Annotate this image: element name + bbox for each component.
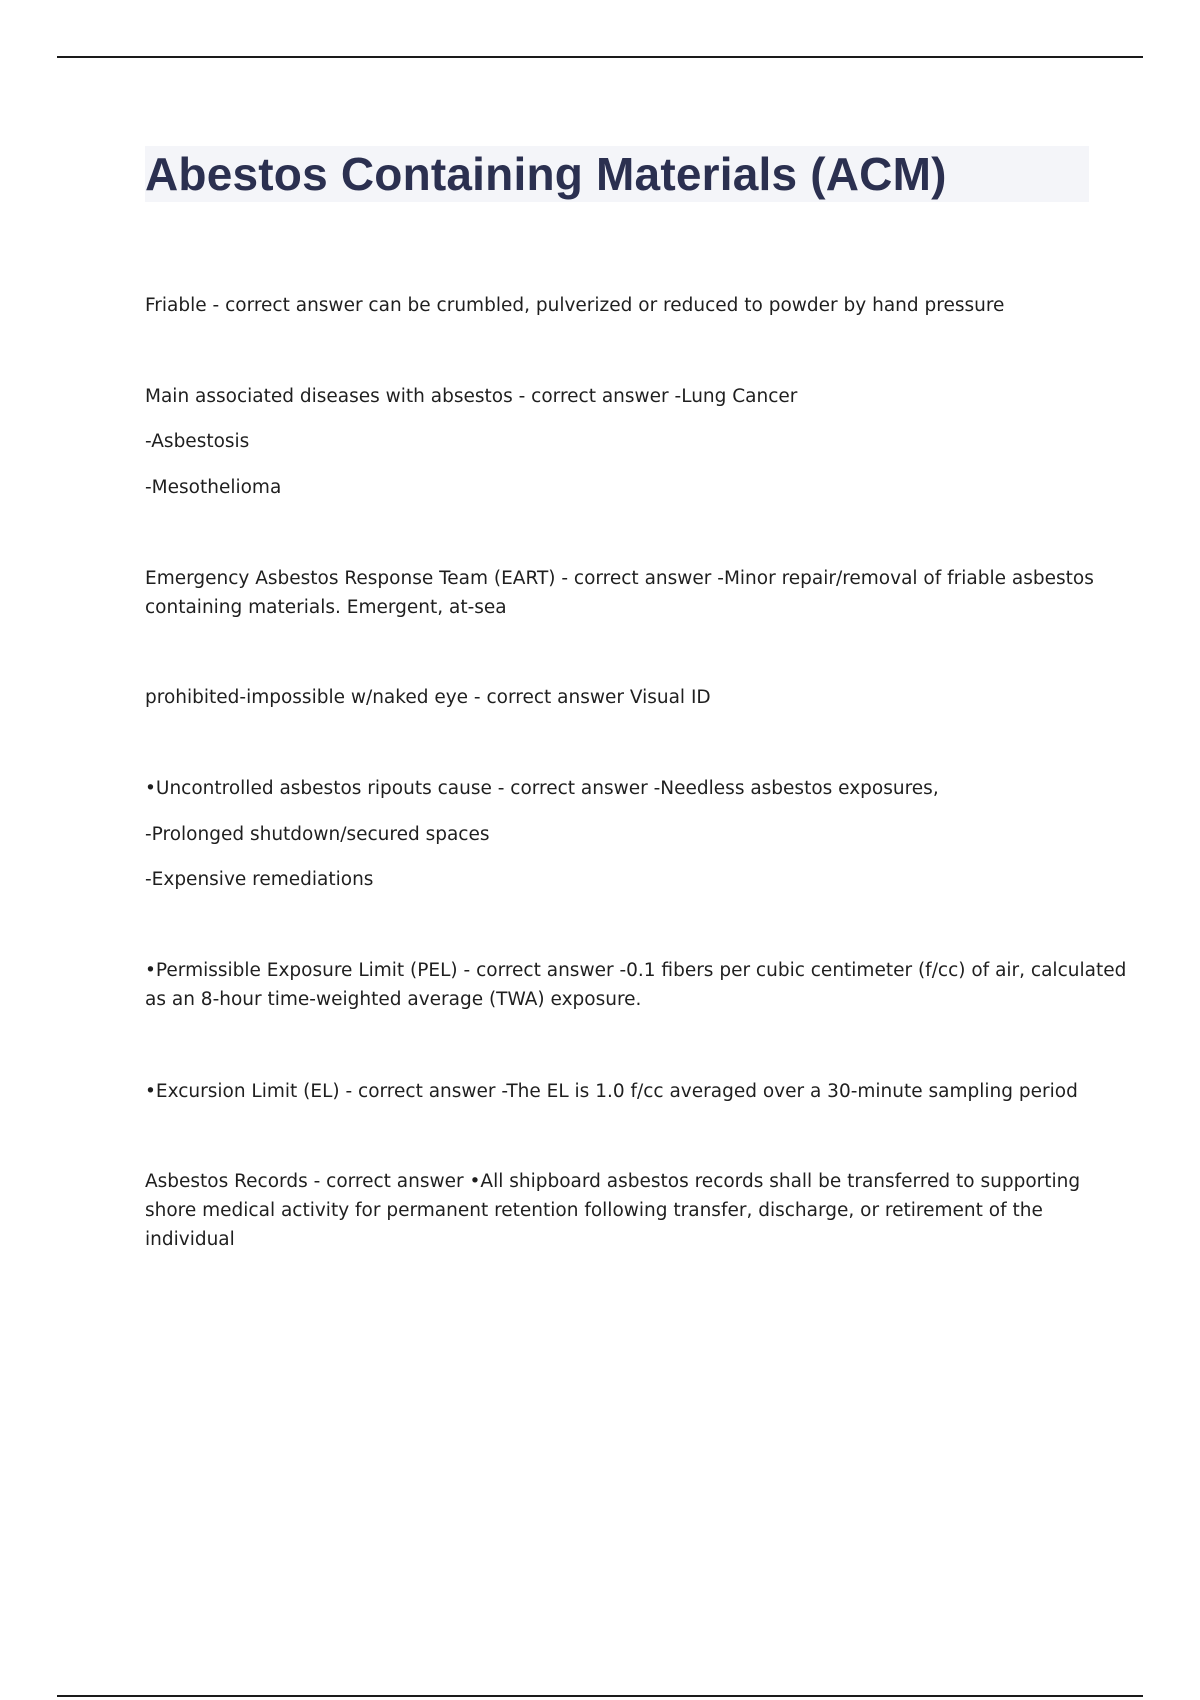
card-eart-cont: containing materials. Emergent, at-sea bbox=[145, 597, 507, 618]
card-records: Asbestos Records - correct answer •All shipboard asbestos records shall be transferred to supporting bbox=[145, 1171, 1081, 1192]
card-pel: •Permissible Exposure Limit (PEL) - correct answer -0.1 fibers per cubic centimeter (f/cc) of air, calculated bbox=[145, 960, 1127, 981]
card-diseases: Main associated diseases with absestos - correct answer -Lung Cancer bbox=[145, 386, 798, 407]
card-ripouts: •Uncontrolled asbestos ripouts cause - correct answer -Needless asbestos exposures, bbox=[145, 778, 939, 799]
card-records-cont: shore medical activity for permanent retention following transfer, discharge, or retirement of the bbox=[145, 1200, 1043, 1221]
card-records-cont: individual bbox=[145, 1229, 235, 1250]
card-eart: Emergency Asbestos Response Team (EART) - correct answer -Minor repair/removal of friable asbestos bbox=[145, 568, 1094, 589]
card-ripouts-item: -Expensive remediations bbox=[145, 869, 374, 890]
card-visual-id: prohibited-impossible w/naked eye - correct answer Visual ID bbox=[145, 687, 711, 708]
card-friable: Friable - correct answer can be crumbled, pulverized or reduced to powder by hand pressure bbox=[145, 295, 1005, 316]
document-title: Abestos Containing Materials (ACM) bbox=[145, 148, 947, 200]
card-ripouts-item: -Prolonged shutdown/secured spaces bbox=[145, 824, 490, 845]
top-rule bbox=[57, 56, 1143, 58]
card-diseases-item: -Mesothelioma bbox=[145, 477, 282, 498]
card-pel-cont: as an 8-hour time-weighted average (TWA) exposure. bbox=[145, 989, 642, 1010]
bottom-rule bbox=[57, 1695, 1143, 1697]
card-diseases-item: -Asbestosis bbox=[145, 431, 250, 452]
card-excursion-limit: •Excursion Limit (EL) - correct answer -The EL is 1.0 f/cc averaged over a 30-minute sampling period bbox=[145, 1081, 1078, 1102]
